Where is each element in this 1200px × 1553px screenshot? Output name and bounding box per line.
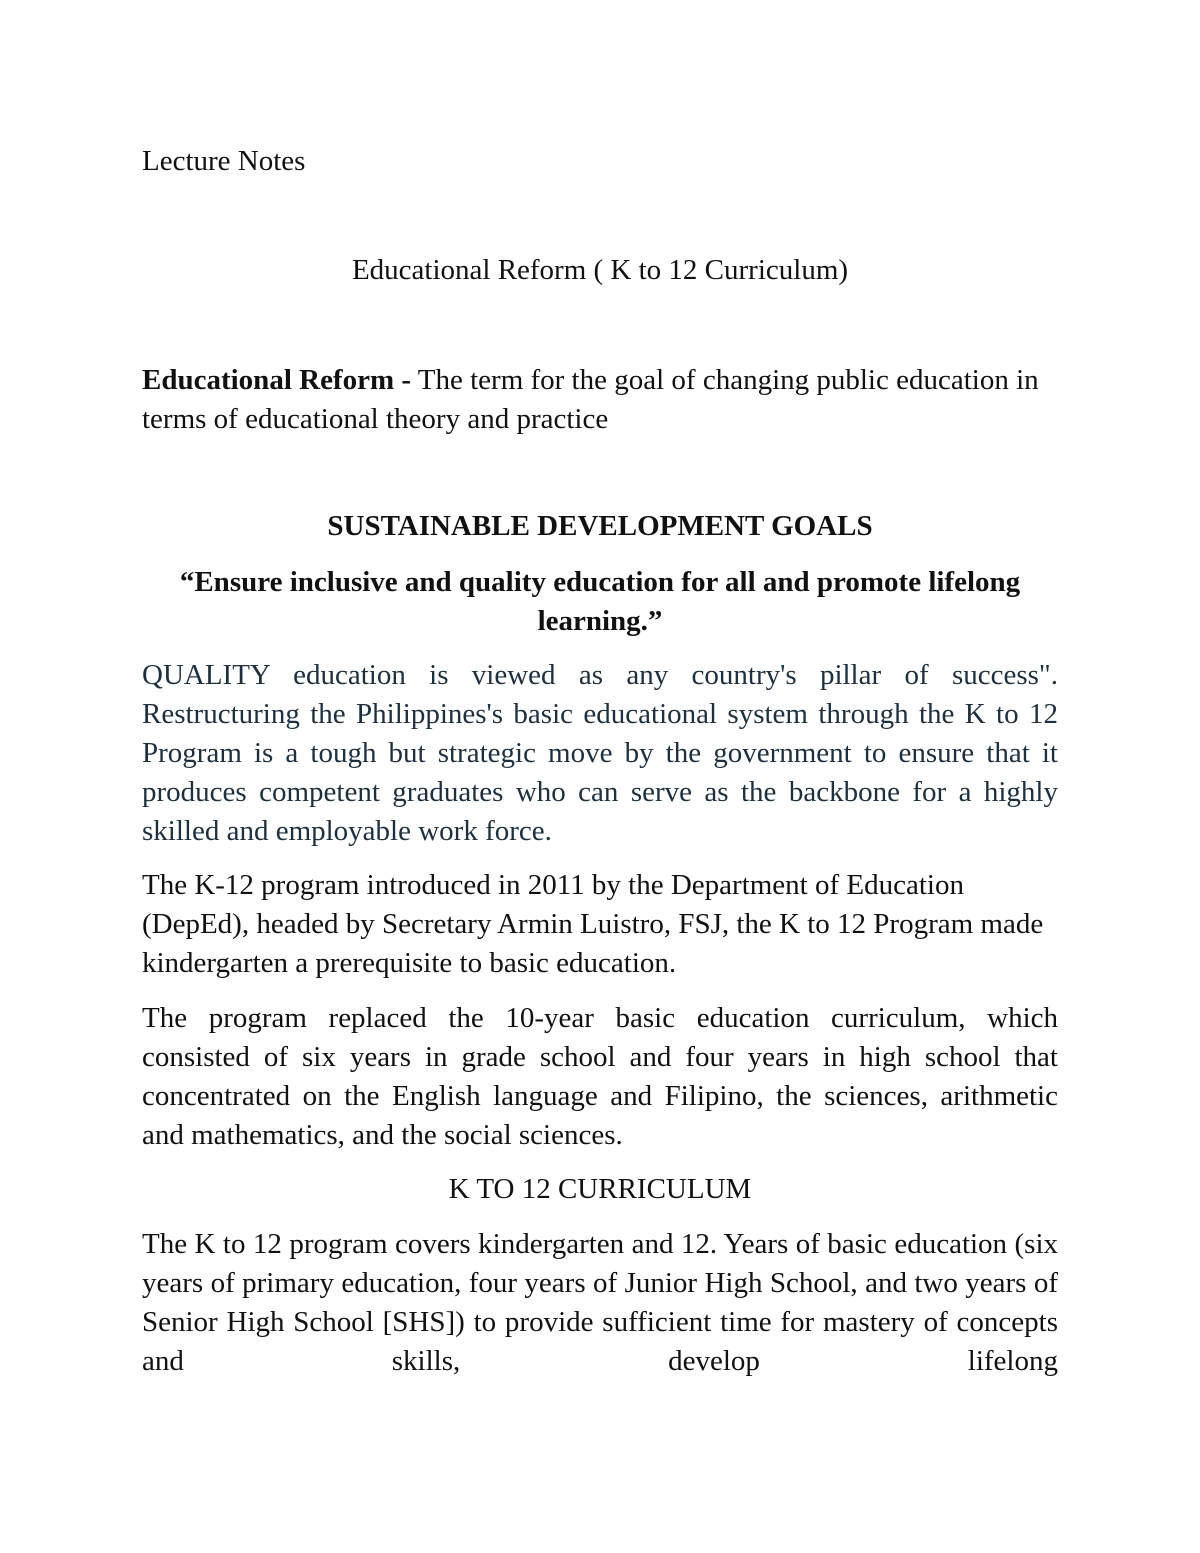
sdg-heading: SUSTAINABLE DEVELOPMENT GOALS (327, 510, 873, 542)
definition-paragraph (142, 361, 1058, 439)
lecture-notes-label: Lecture Notes (142, 145, 306, 177)
k12-curriculum-paragraph: The K to 12 program covers kindergarten and 12. Years of basic education (six years of primary education, four years of Junior High School, and two years of Senior High School [SHS]) to provide sufficient time for mastery of concepts and skills, develop lifelong (142, 1228, 1058, 1377)
definition-text: The term for the goal of changing public education in terms of educational theory and practice (142, 364, 1039, 435)
sdg-quote: “Ensure inclusive and quality education for all and promote lifelong learning.” (179, 566, 1021, 637)
k12-introduction-paragraph: The K-12 program introduced in 2011 by the Department of Education (DepEd), headed by Secretary Armin Luistro, FSJ, the K to 12 Program made kindergarten a prerequisite to basic education. (142, 869, 1044, 979)
definition-term: Educational Reform - (142, 364, 412, 396)
program-replaced-paragraph: The program replaced the 10-year basic education curriculum, which consisted of six years in grade school and four years in high school that concentrated on the English language and Filipino, the sciences, arithmetic and mathematics, and the social sciences. (142, 1002, 1058, 1151)
k12-curriculum-heading: K TO 12 CURRICULUM (448, 1173, 752, 1205)
document-title: Educational Reform ( K to 12 Curriculum) (351, 254, 849, 286)
quality-education-paragraph: QUALITY education is viewed as any country's pillar of success". Restructuring the Philippines's basic educational system through the K to 12 Program is a tough but strategic move by the government to ensure that it produces competent graduates who can serve as the backbone for a highly skilled and employable work force. (142, 659, 1058, 847)
